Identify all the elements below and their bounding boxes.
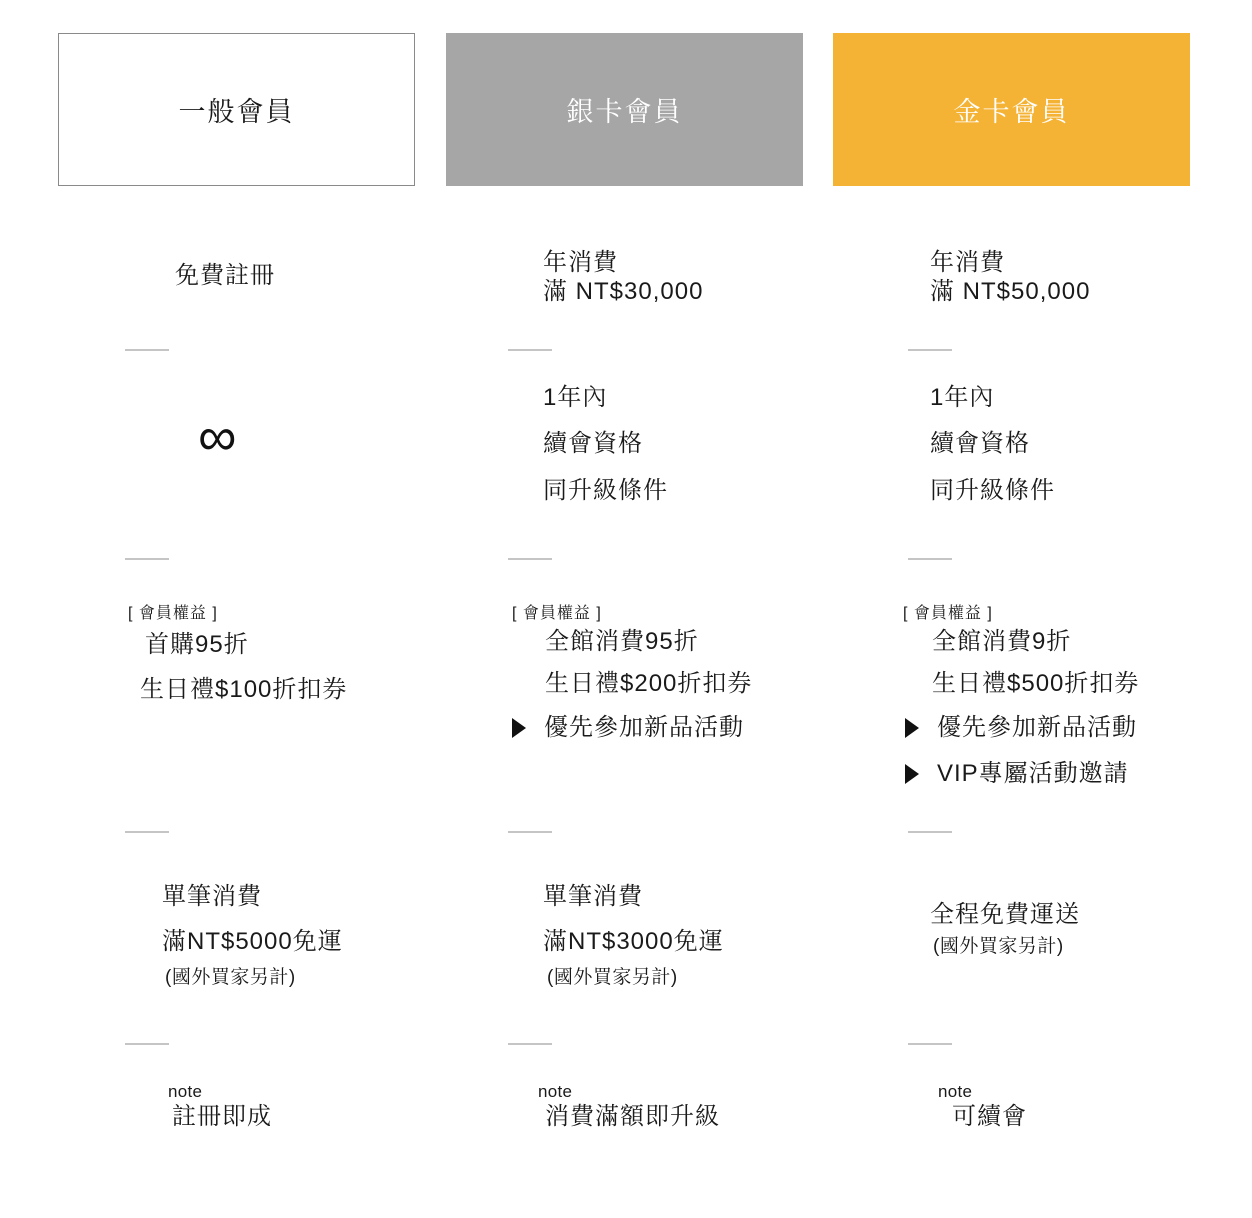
tier-header-gold	[833, 33, 1190, 186]
qualification-text: 年消費	[930, 249, 1005, 276]
tier-title: 一般會員	[178, 97, 295, 127]
qualification-text: 滿 NT$50,000	[930, 278, 1091, 305]
section-divider	[508, 349, 552, 351]
shipping-footnote: (國外買家另計)	[933, 936, 1064, 957]
shipping-line: 滿NT$3000免運	[543, 928, 724, 955]
validity-line: 續會資格	[930, 430, 1030, 457]
validity-line: 續會資格	[543, 430, 643, 457]
section-divider	[125, 1043, 169, 1045]
tier-column-silver	[446, 0, 803, 1218]
tier-title: 銀卡會員	[566, 97, 683, 127]
shipping-line: 單筆消費	[162, 883, 262, 910]
shipping-line: 全程免費運送	[930, 901, 1080, 928]
infinity-icon: ∞	[198, 407, 237, 467]
note-text: 可續會	[952, 1103, 1027, 1130]
validity-line: 1年內	[543, 384, 608, 411]
validity-line: 1年內	[930, 384, 995, 411]
section-divider	[508, 558, 552, 560]
shipping-footnote: (國外買家另計)	[547, 967, 678, 988]
section-divider	[125, 558, 169, 560]
tier-header-silver	[446, 33, 803, 186]
benefit-item: 首購95折	[145, 631, 249, 658]
note-label: note	[538, 1082, 573, 1101]
shipping-footnote: (國外買家另計)	[165, 967, 296, 988]
tier-column-regular	[58, 0, 415, 1218]
section-divider	[508, 1043, 552, 1045]
section-divider	[908, 831, 952, 833]
section-divider	[908, 1043, 952, 1045]
qualification-text: 免費註冊	[175, 262, 275, 289]
benefits-header: [ 會員權益 ]	[903, 605, 993, 622]
benefit-bullet-item	[905, 714, 1137, 743]
tier-header-regular	[58, 33, 415, 186]
benefits-header: [ 會員權益 ]	[512, 605, 602, 622]
note-text: 消費滿額即升級	[545, 1103, 720, 1130]
benefit-bullet-item	[512, 714, 744, 743]
triangle-bullet-icon	[905, 764, 919, 784]
note-label: note	[168, 1082, 203, 1101]
benefit-item: 優先參加新品活動	[937, 714, 1137, 741]
qualification-text: 滿 NT$30,000	[543, 278, 704, 305]
tier-title: 金卡會員	[953, 97, 1070, 127]
section-divider	[125, 831, 169, 833]
benefit-item: VIP專屬活動邀請	[937, 760, 1129, 787]
note-text: 註冊即成	[172, 1103, 272, 1130]
section-divider	[908, 349, 952, 351]
validity-line: 同升級條件	[930, 477, 1055, 504]
benefit-item: 生日禮$100折扣券	[140, 676, 348, 703]
benefit-item: 優先參加新品活動	[544, 714, 744, 741]
triangle-bullet-icon	[512, 718, 526, 738]
triangle-bullet-icon	[905, 718, 919, 738]
benefit-bullet-item	[905, 760, 1129, 789]
note-label: note	[938, 1082, 973, 1101]
section-divider	[125, 349, 169, 351]
tier-column-gold	[833, 0, 1190, 1218]
benefit-item: 全館消費95折	[545, 628, 699, 655]
benefit-item: 全館消費9折	[932, 628, 1072, 655]
benefits-header: [ 會員權益 ]	[128, 605, 218, 622]
qualification-text: 年消費	[543, 249, 618, 276]
benefit-item: 生日禮$500折扣券	[932, 670, 1140, 697]
section-divider	[908, 558, 952, 560]
benefit-item: 生日禮$200折扣券	[545, 670, 753, 697]
section-divider	[508, 831, 552, 833]
shipping-line: 單筆消費	[543, 883, 643, 910]
validity-line: 同升級條件	[543, 477, 668, 504]
shipping-line: 滿NT$5000免運	[162, 928, 343, 955]
